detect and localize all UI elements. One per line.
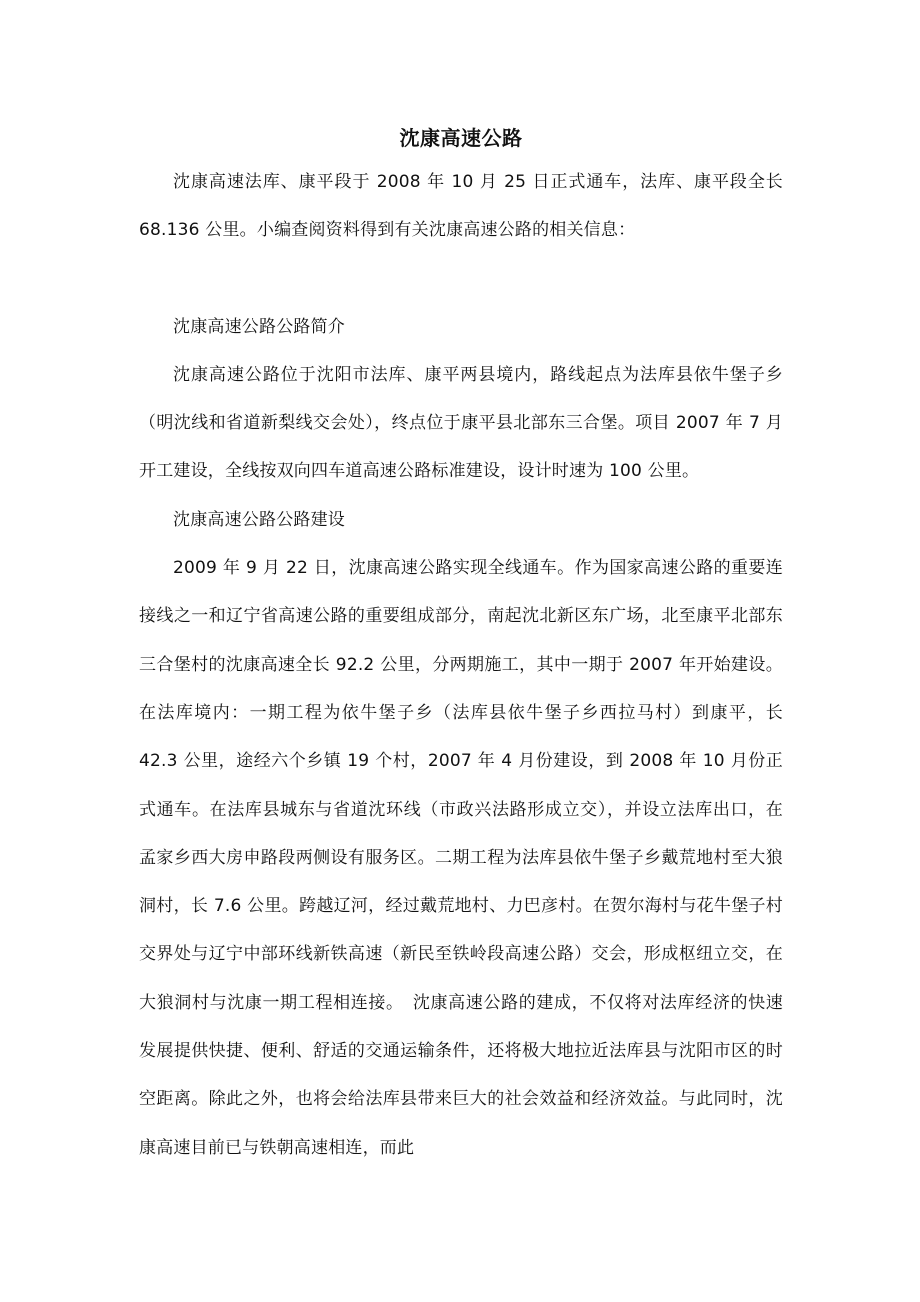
construction-paragraph: 2009 年 9 月 22 日，沈康高速公路实现全线通车。作为国家高速公路的重要连接线之一和辽宁省高速公路的重要组成部分，南起沈北新区东广场，北至康平北部东三合堡村的沈康高速全长 92.2 公里，分两期施工，其中一期于 2007 年开始建设。在法库境内：一期工程为依牛堡子乡（法库县依牛堡子乡西拉马村）到康平，长 42.3 公里，途经六个乡镇 19 个村，2007 年 4 月份建设，到 2008 年 10 月份正式通车。在法库县城东与省道沈环线（市政兴法路形成立交），并设立法库出口，在孟家乡西大房申路段两侧设有服务区。二期工程为法库县依牛堡子乡戴荒地村至大狼洞村，长 7.6 公里。跨越辽河，经过戴荒地村、力巴彦村。在贺尔海村与花牛堡子村交界处与辽宁中部环线新铁高速（新民至铁岭段高速公路）交会，形成枢纽立交，在大狼洞村与沈康一期工程相连接。 沈康高速公路的建成，不仅将对法库经济的快速发展提供快捷、便利、舒适的交通运输条件，还将极大地拉近法库县与沈阳市区的时空距离。除此之外，也将会给法库县带来巨大的社会效益和经济效益。与此同时，沈康高速目前已与铁朝高速相连，而此 <box>139 558 783 1158</box>
paragraph-spacer <box>139 255 783 303</box>
section-heading-construction: 沈康高速公路公路建设 <box>173 509 345 530</box>
section-heading-overview: 沈康高速公路公路简介 <box>173 316 345 337</box>
intro-paragraph: 沈康高速法库、康平段于 2008 年 10 月 25 日正式通车，法库、康平段全长 68.136 公里。小编查阅资料得到有关沈康高速公路的相关信息： <box>139 172 783 241</box>
document-body <box>139 118 783 1172</box>
overview-paragraph: 沈康高速公路位于沈阳市法库、康平两县境内，路线起点为法库县依牛堡子乡（明沈线和省道新梨线交会处），终点位于康平县北部东三合堡。项目 2007 年 7 月开工建设，全线按双向四车道高速公路标准建设，设计时速为 100 公里。 <box>139 364 783 482</box>
document-title: 沈康高速公路 <box>399 126 523 150</box>
